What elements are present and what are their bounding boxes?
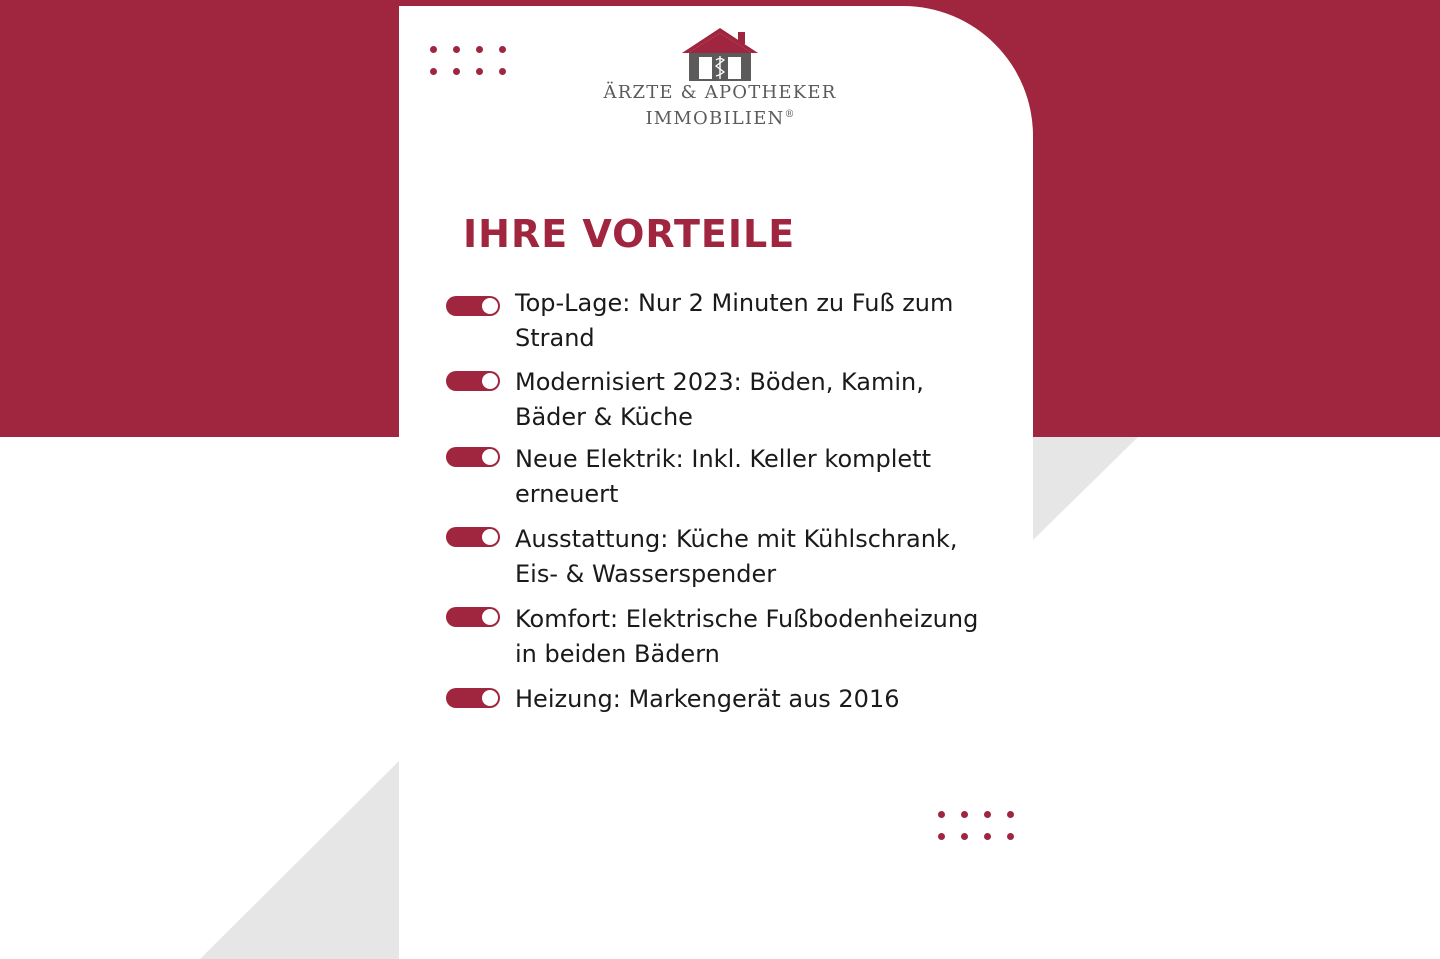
toggle-knob [482, 449, 498, 465]
toggle-knob [482, 609, 498, 625]
benefit-text: Modernisiert 2023: Böden, Kamin, Bäder & Küche [515, 368, 924, 431]
benefit-text: Top-Lage: Nur 2 Minuten zu Fuß zum Strand [515, 289, 954, 352]
toggle-on-icon [446, 607, 500, 627]
benefit-text: Neue Elektrik: Inkl. Keller komplett erneuert [515, 445, 931, 508]
toggle-knob [482, 298, 498, 314]
toggle-on-icon [446, 527, 500, 547]
dot [1007, 833, 1014, 840]
dot [430, 46, 437, 53]
logo-text-line1: ÄRZTE & APOTHEKER [603, 82, 837, 103]
toggle-knob [482, 529, 498, 545]
registered-mark: ® [784, 109, 795, 120]
benefit-text: Heizung: Markengerät aus 2016 [515, 685, 900, 713]
toggle-on-icon [446, 447, 500, 467]
dot [938, 833, 945, 840]
watermark-diagonal-left [200, 755, 405, 959]
house-with-caduceus-icon [680, 26, 760, 82]
toggle-knob [482, 690, 498, 706]
toggle-on-icon [446, 371, 500, 391]
company-logo [596, 26, 844, 130]
dot [430, 68, 437, 75]
dot [453, 68, 460, 75]
dot [453, 46, 460, 53]
watermark-diagonal-right [1033, 437, 1138, 540]
dot [476, 46, 483, 53]
dot [499, 46, 506, 53]
benefit-text: Komfort: Elektrische Fußbodenheizung in beiden Bädern [515, 605, 979, 668]
toggle-on-icon [446, 296, 500, 316]
dot [984, 833, 991, 840]
dot [1007, 811, 1014, 818]
dot [476, 68, 483, 75]
dot-grid-icon [430, 46, 506, 75]
toggle-on-icon [446, 688, 500, 708]
logo-text-line2 [596, 104, 844, 130]
dot [984, 811, 991, 818]
dot [961, 833, 968, 840]
benefit-text: Ausstattung: Küche mit Kühlschrank, Eis- & Wasserspender [515, 525, 958, 588]
section-heading: IHRE VORTEILE [463, 212, 796, 256]
dot [499, 68, 506, 75]
dot-grid-icon [938, 811, 1014, 840]
dot [938, 811, 945, 818]
logo-word: IMMOBILIEN [645, 108, 785, 129]
dot [961, 811, 968, 818]
toggle-knob [482, 373, 498, 389]
